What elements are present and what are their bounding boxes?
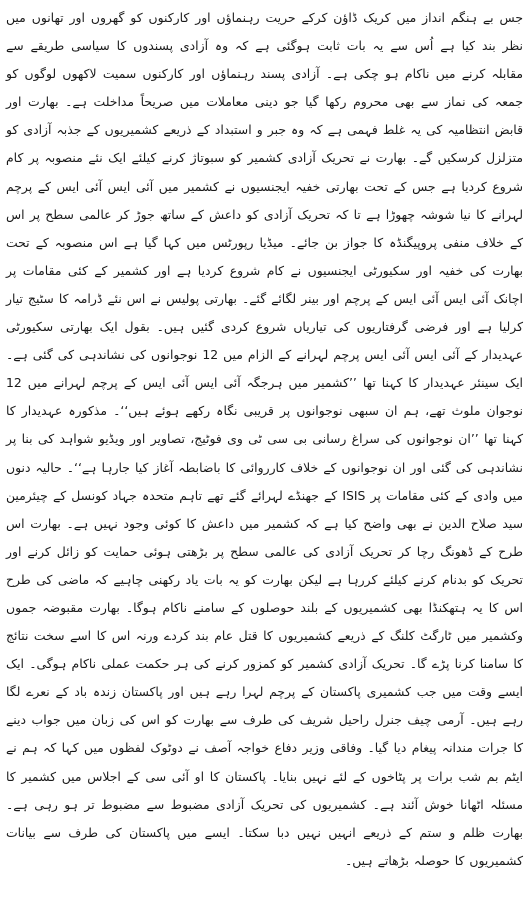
article-body-text: جس بے ہنگم انداز میں کریک ڈاؤن کرکے حریت رہنماؤں اور کارکنوں کو گھروں اور تھانوں میں نظر بند کیا ہے اُس سے یہ بات ثابت ہوگئی ہے کہ وہ آزادی پسندوں کا سیاسی طریقے سے مقابلہ کرنے میں ناکام ہو چکی ہے۔ آزادی پسند رہنماؤں اور کارکنوں سمیت لاکھوں لوگوں کو جمعہ کی نماز سے بھی محروم رکھا گیا جو دینی معاملات میں صریحاً مداخلت ہے۔ بھارت اور قابض انتظامیہ کی یہ غلط فہمی ہے کہ وہ جبر و استبداد کے ذریعے کشمیریوں کے جذبہ آزادی کو متزلزل کرسکیں گے۔ بھارت نے تحریک آزادی کشمیر کو سبوتاژ کرنے کیلئے ایک نئے منصوبہ پر کام شروع کردیا ہے جس کے تحت بھارتی خفیہ ایجنسیوں نے کشمیر میں آئی ایس آئی ایس کے پرچم لہرانے کا نیا شوشہ چھوڑا ہے تا کہ تحریک آزادی کو داعش کے ساتھ جوڑ کر عالمی سطح پر اس کے خلاف منفی پروپیگنڈہ کا جواز بن جائے۔ میڈیا رپورٹس میں کہا گیا ہے اس منصوبہ کے تحت بھارت کی خفیہ اور سکیورٹی ایجنسیوں نے کام شروع کردیا ہے اور کشمیر کے کئی مقامات پر اچانک آئی ایس آئی ایس کے پرچم اور بینر لگائے گئے۔ بھارتی پولیس نے اس نئے ڈرامہ کا سٹیج تیار کرلیا ہے اور فرضی گرفتاریوں کی تیاریاں شروع کردی گئیں ہیں۔ بقول ایک بھارتی سکیورٹی عہدیدار کے آئی ایس آئی ایس پرچم لہرانے کے الزام میں 12 نوجوانوں کی نشاندہی کی گئی ہے۔ ایک سینئر عہدیدار کا کہنا تھا ’’کشمیر میں ہرجگہ آئی ایس آئی ایس کے پرچم لہرانے میں 12 نوجوان ملوث تھے، ہم ان سبھی نوجوانوں پر قریبی نگاہ رکھے ہوئے ہیں‘‘۔ مذکورہ عہدیدار کا کہنا تھا ’’ان نوجوانوں کی سراغ رسانی بی سی ٹی وی فوٹیج، تصاویر اور ویڈیو شواہد کی بنا پر نشاندہی کی گئی اور ان نوجوانوں کے خلاف کارروائی کا باضابطہ آغاز کیا جارہا ہے‘‘۔ حالیہ دنوں میں وادی کے کئی مقامات پر ISIS کے جھنڈے لہرائے گئے تھے تاہم متحدہ جہاد کونسل کے چیئرمین سید صلاح الدین نے بھی واضح کیا ہے کہ کشمیر میں داعش کا کوئی وجود نہیں ہے۔ بھارت اس طرح کے ڈھونگ رچا کر تحریک آزادی کی عالمی سطح پر بڑھتی ہوئی حمایت کو زائل کرنے اور تحریک کو بدنام کرنے کیلئے کررہا ہے لیکن بھارت کو یہ بات یاد رکھنی چاہیے کہ ماضی کی طرح اس کا یہ ہتھکنڈا بھی کشمیریوں کے بلند حوصلوں کے سامنے ناکام ہوگا۔ بھارت مقبوضہ جموں وکشمیر میں ٹارگٹ کلنگ کے ذریعے کشمیریوں کا قتل عام بند کردے ورنہ اس کا اسے سخت نتائج کا سامنا کرنا پڑے گا۔ تحریک آزادی کشمیر کو کمزور کرنے کی ہر حکمت عملی ناکام ہوگی۔ ایک ایسے وقت میں جب کشمیری پاکستان کے پرچم لہرا رہے ہیں اور پاکستان زندہ باد کے نعرے لگا رہے ہیں۔ آرمی چیف جنرل راحیل شریف کی طرف سے بھارت کو اس کی زبان میں جواب دینے کا جرات مندانہ پیغام دیا گیا۔ وفاقی وزیر دفاع خواجہ آصف نے دوٹوک لفظوں میں کہا کہ ہم نے ایٹم بم شب برات پر پٹاخوں کے لئے نہیں بنایا۔ پاکستان کا او آئی سی کے اجلاس میں کشمیر کا مسئلہ اٹھانا خوش آئند ہے۔ کشمیریوں کی تحریک آزادی مضبوط سے مضبوط تر ہو رہی ہے۔ بھارت ظلم و ستم کے ذریعے انہیں نہیں دبا سکتا۔ ایسے میں پاکستان کی طرف سے بیانات کشمیریوں کا حوصلہ بڑھاتے ہیں۔ [6, 10, 524, 868]
